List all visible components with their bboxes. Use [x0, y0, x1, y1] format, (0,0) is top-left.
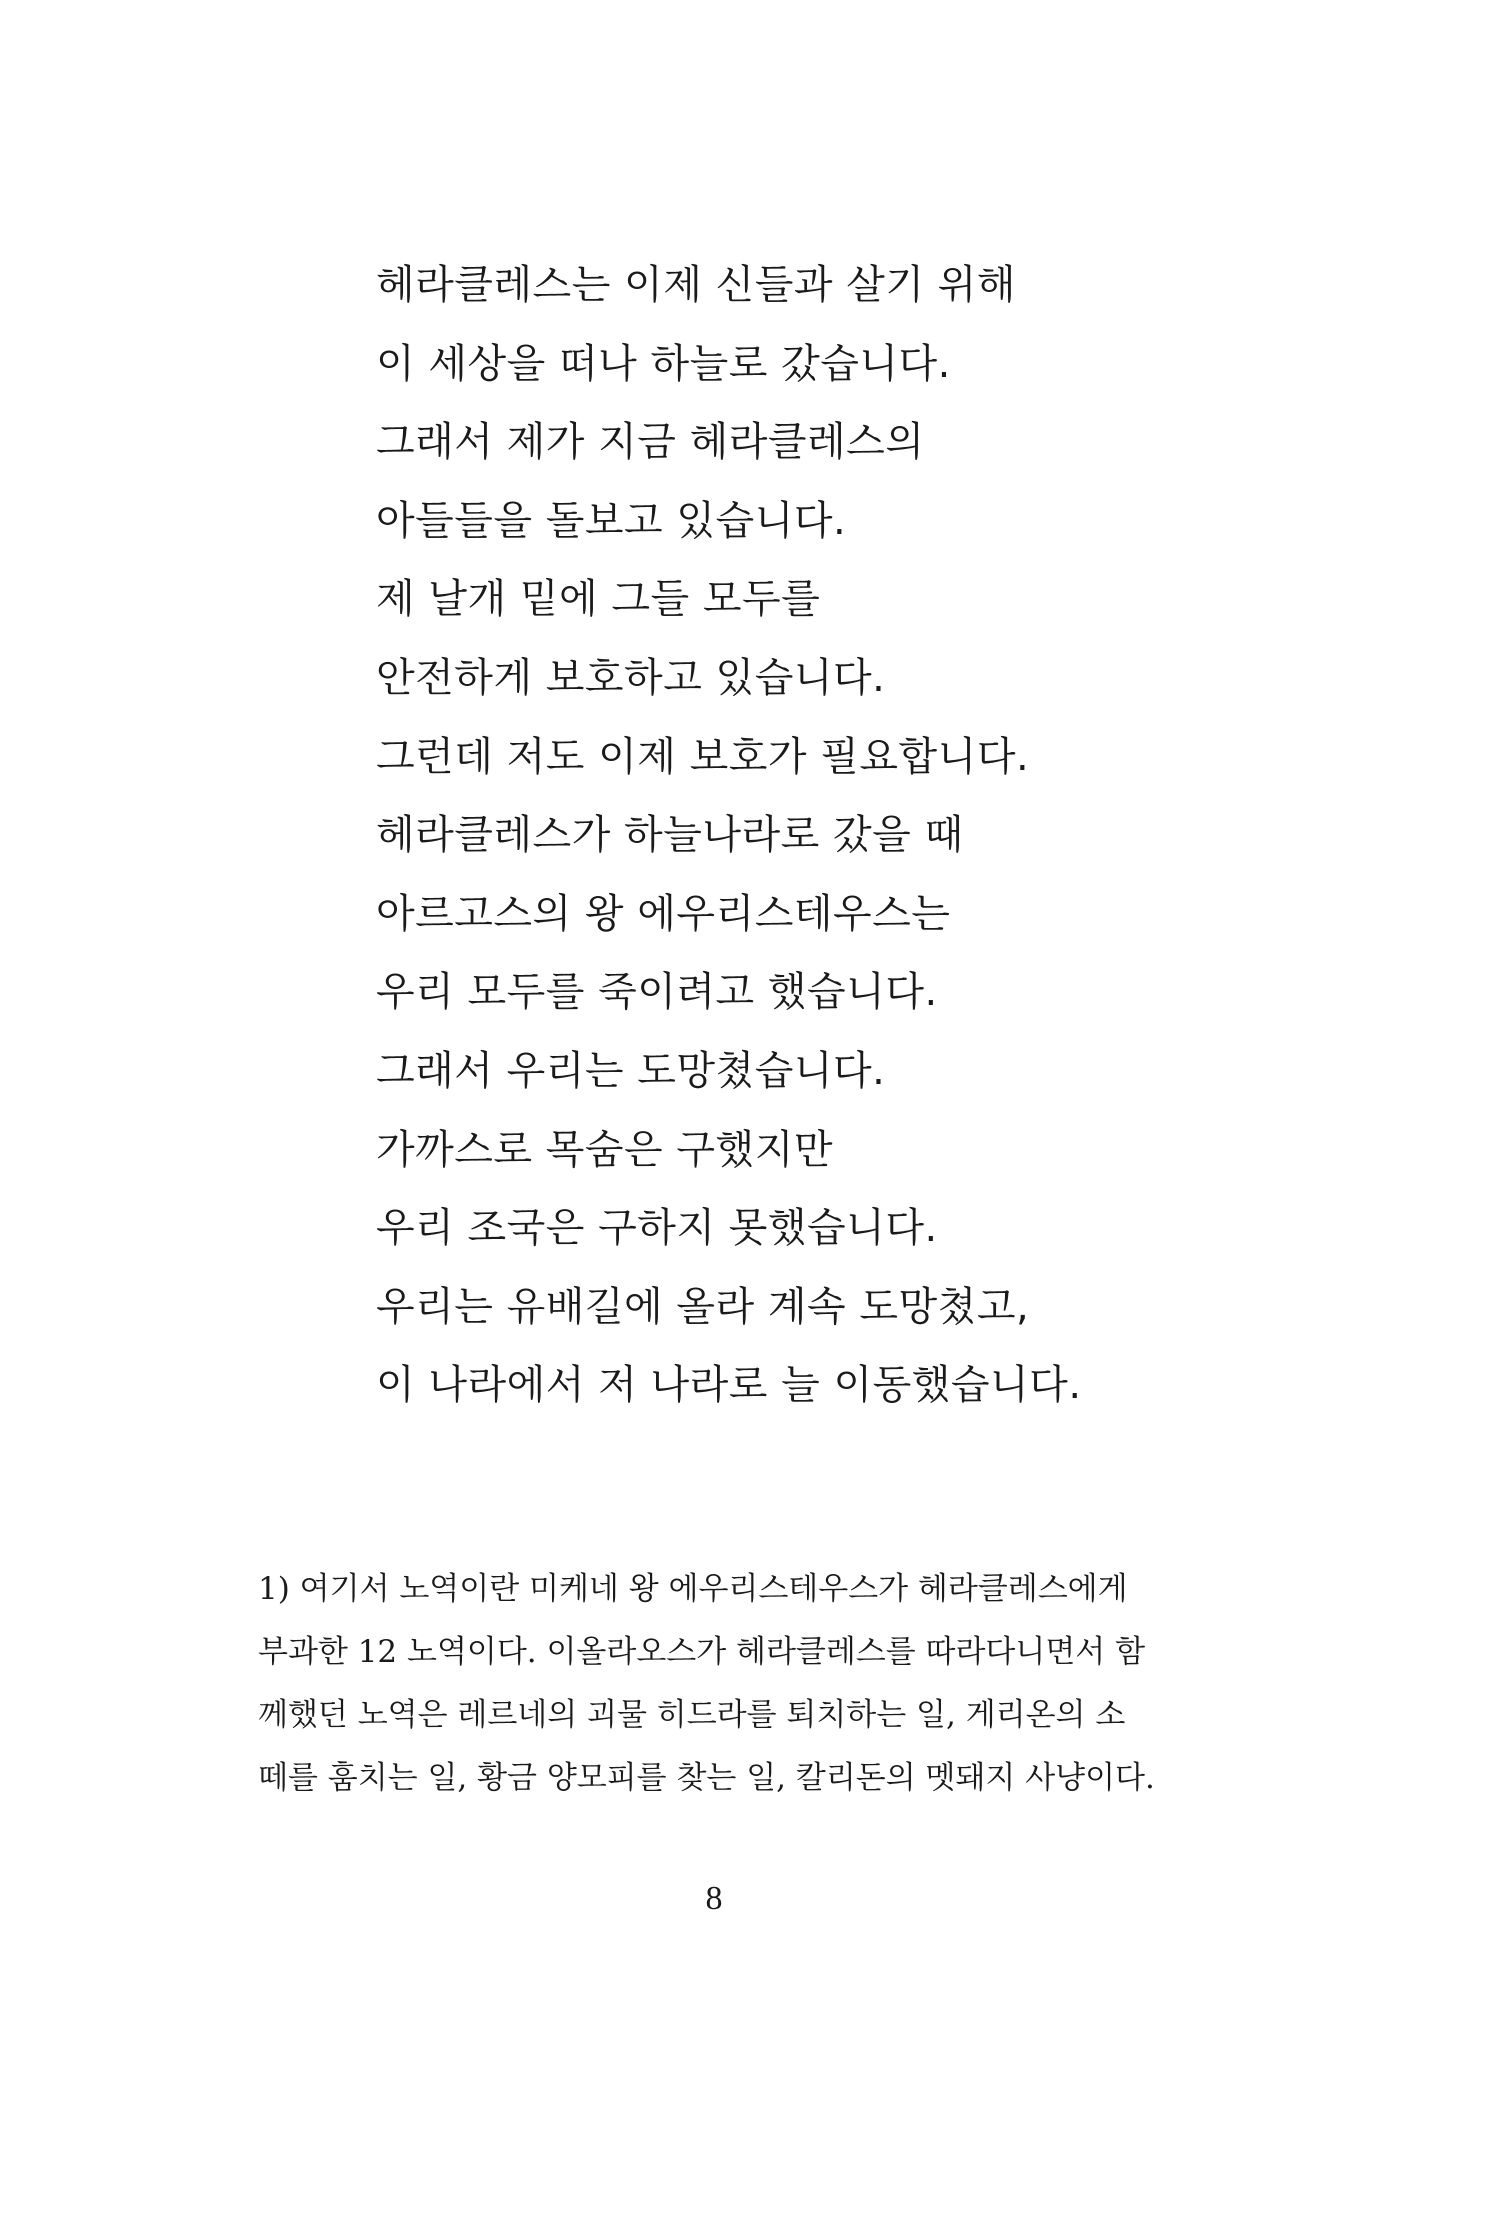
poem-line: 우리 모두를 죽이려고 했습니다. — [376, 969, 938, 1016]
poem-line: 헤라클레스는 이제 신들과 살기 위해 — [376, 262, 1016, 308]
poem-line: 가까스로 목숨은 구했지만 — [376, 1126, 833, 1173]
poem-line: 우리는 유배길에 올라 계속 도망쳤고, — [376, 1283, 1030, 1330]
footnote-line: 부과한 12 노역이다. 이올라오스가 헤라클레스를 따라다니면서 함 — [258, 1634, 1146, 1670]
footnote-line: 1) 여기서 노역이란 미케네 왕 에우리스테우스가 헤라클레스에게 — [258, 1571, 1128, 1607]
page-number: 8 — [705, 1880, 723, 1917]
poem-line: 이 세상을 떠나 하늘로 갔습니다. — [376, 340, 951, 387]
poem-line: 그래서 우리는 도망쳤습니다. — [376, 1047, 886, 1094]
poem-line: 아들들을 돌보고 있습니다. — [376, 497, 847, 544]
poem-line: 그래서 제가 지금 헤라클레스의 — [376, 419, 925, 466]
poem-line: 아르고스의 왕 에우리스테우스는 — [376, 890, 951, 937]
footnote-line: 께했던 노역은 레르네의 괴물 히드라를 퇴치하는 일, 게리온의 소 — [258, 1697, 1126, 1733]
footnote — [258, 1558, 1268, 1810]
poem-line: 제 날개 밑에 그들 모두를 — [376, 576, 821, 623]
poem-line: 헤라클레스가 하늘나라로 갔을 때 — [376, 812, 964, 859]
poem-line: 안전하게 보호하고 있습니다. — [376, 654, 886, 701]
poem-text — [376, 246, 1376, 1425]
footnote-line: 떼를 훔치는 일, 황금 양모피를 찾는 일, 칼리돈의 멧돼지 사냥이다. — [258, 1760, 1155, 1796]
poem-line: 그런데 저도 이제 보호가 필요합니다. — [376, 733, 1030, 780]
poem-line: 우리 조국은 구하지 못했습니다. — [376, 1205, 938, 1252]
poem-line: 이 나라에서 저 나라로 늘 이동했습니다. — [376, 1362, 1082, 1409]
